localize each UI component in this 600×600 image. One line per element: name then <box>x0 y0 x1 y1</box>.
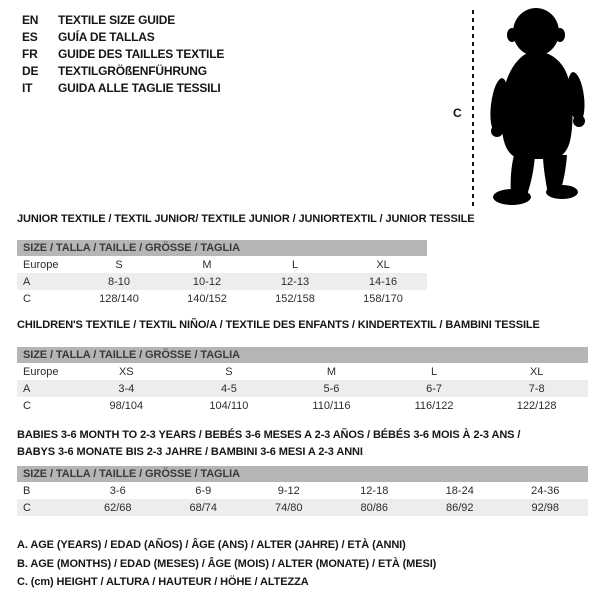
table-row-age-months <box>17 482 588 499</box>
height-cell: 110/116 <box>312 399 351 412</box>
size-cell: L <box>431 365 438 378</box>
language-row-es <box>22 28 224 45</box>
age-cell: 6-9 <box>195 484 212 497</box>
legend-notes <box>17 536 436 592</box>
table-row-age <box>17 273 427 290</box>
height-cell: 98/104 <box>109 399 144 412</box>
table-row-height <box>17 290 427 307</box>
height-cell: 74/80 <box>274 501 303 514</box>
height-cell: 158/170 <box>363 292 403 305</box>
size-cell: S <box>225 365 233 378</box>
babies-title-line1: BABIES 3-6 MONTH TO 2-3 YEARS / BEBÉS 3-6 MESES A 2-3 AÑOS / BÉBÉS 3-6 MOIS À 2-3 ANS / <box>17 429 521 441</box>
language-row-en <box>22 11 224 28</box>
row-label: A <box>23 275 31 288</box>
age-cell: 18-24 <box>445 484 474 497</box>
note-age-months: B. AGE (MONTHS) / EDAD (MESES) / ÂGE (MOIS) / ALTER (MONATE) / ETÀ (MESI) <box>17 557 437 570</box>
size-cell: XL <box>376 258 390 271</box>
height-measure-label: C <box>453 106 462 120</box>
size-cell: L <box>291 258 299 271</box>
height-cell: 140/152 <box>187 292 227 305</box>
row-label: B <box>23 484 31 497</box>
language-row-de <box>22 62 224 79</box>
size-header-bar: SIZE / TALLA / TAILLE / GRÖSSE / TAGLIA <box>17 466 588 482</box>
language-row-fr <box>22 45 224 62</box>
height-measure-dashed-line <box>472 10 474 206</box>
babies-table-title <box>17 427 520 461</box>
guide-title-fr: GUIDE DES TAILLES TEXTILE <box>58 46 225 61</box>
age-cell: 12-13 <box>280 275 310 288</box>
guide-title-en: TEXTILE SIZE GUIDE <box>58 12 176 27</box>
height-cell: 92/98 <box>531 501 560 514</box>
language-code: DE <box>22 63 39 78</box>
age-cell: 3-4 <box>118 382 135 395</box>
toddler-silhouette-image <box>486 5 596 207</box>
size-header-bar: SIZE / TALLA / TAILLE / GRÖSSE / TAGLIA <box>17 240 427 256</box>
age-cell: 10-12 <box>192 275 222 288</box>
height-cell: 80/86 <box>360 501 389 514</box>
age-cell: 9-12 <box>277 484 300 497</box>
age-cell: 7-8 <box>528 382 545 395</box>
language-code: FR <box>22 46 38 61</box>
children-size-table <box>17 347 588 414</box>
size-cell: M <box>326 365 337 378</box>
language-code: ES <box>22 29 38 44</box>
guide-title-de: TEXTILGRÖßENFÜHRUNG <box>58 63 207 78</box>
age-cell: 12-18 <box>360 484 389 497</box>
language-code: IT <box>22 80 33 95</box>
junior-table-title: JUNIOR TEXTILE / TEXTIL JUNIOR/ TEXTILE JUNIOR / JUNIORTEXTIL / JUNIOR TESSILE <box>17 213 475 225</box>
row-label: Europe <box>23 258 59 271</box>
age-cell: 5-6 <box>323 382 340 395</box>
language-code: EN <box>22 12 39 27</box>
table-row-europe <box>17 256 427 273</box>
language-title-list <box>22 11 224 96</box>
size-cell: S <box>115 258 123 271</box>
size-cell: XL <box>529 365 544 378</box>
age-cell: 14-16 <box>368 275 398 288</box>
note-age-years: A. AGE (YEARS) / EDAD (AÑOS) / ÂGE (ANS) / ALTER (JAHRE) / ETÀ (ANNI) <box>17 539 406 551</box>
note-height-cm: C. (cm) HEIGHT / ALTURA / HAUTEUR / HÖHE / ALTEZZA <box>17 576 309 588</box>
row-label: C <box>23 292 31 305</box>
babies-title-line2: BABYS 3-6 MONATE BIS 2-3 JAHRE / BAMBINI 3-6 MESI A 2-3 ANNI <box>17 446 363 458</box>
table-row-height <box>17 499 588 516</box>
row-label: A <box>23 382 31 395</box>
height-cell: 128/140 <box>99 292 139 305</box>
guide-title-it: GUIDA ALLE TAGLIE TESSILI <box>58 80 221 95</box>
size-cell: XS <box>118 365 134 378</box>
height-cell: 122/128 <box>516 399 557 412</box>
age-cell: 3-6 <box>109 484 126 497</box>
table-row-age <box>17 380 588 397</box>
height-cell: 152/158 <box>275 292 315 305</box>
height-cell: 116/122 <box>414 399 454 412</box>
table-row-europe <box>17 363 588 380</box>
row-label: C <box>23 501 31 514</box>
size-header-bar: SIZE / TALLA / TAILLE / GRÖSSE / TAGLIA <box>17 347 588 363</box>
age-cell: 24-36 <box>531 484 560 497</box>
size-cell: M <box>202 258 212 271</box>
height-cell: 62/68 <box>103 501 132 514</box>
height-cell: 68/74 <box>189 501 218 514</box>
age-cell: 4-5 <box>220 382 237 395</box>
age-cell: 6-7 <box>426 382 443 395</box>
babies-size-table <box>17 466 588 516</box>
row-label: Europe <box>23 365 59 378</box>
age-cell: 8-10 <box>107 275 131 288</box>
junior-size-table <box>17 240 427 307</box>
language-row-it <box>22 79 224 96</box>
row-label: C <box>23 399 31 412</box>
children-table-title: CHILDREN'S TEXTILE / TEXTIL NIÑO/A / TEXTILE DES ENFANTS / KINDERTEXTIL / BAMBINI TESSILE <box>17 319 540 331</box>
height-cell: 104/110 <box>209 399 249 412</box>
guide-title-es: GUÍA DE TALLAS <box>58 29 155 44</box>
height-cell: 86/92 <box>445 501 474 514</box>
table-row-height <box>17 397 588 414</box>
